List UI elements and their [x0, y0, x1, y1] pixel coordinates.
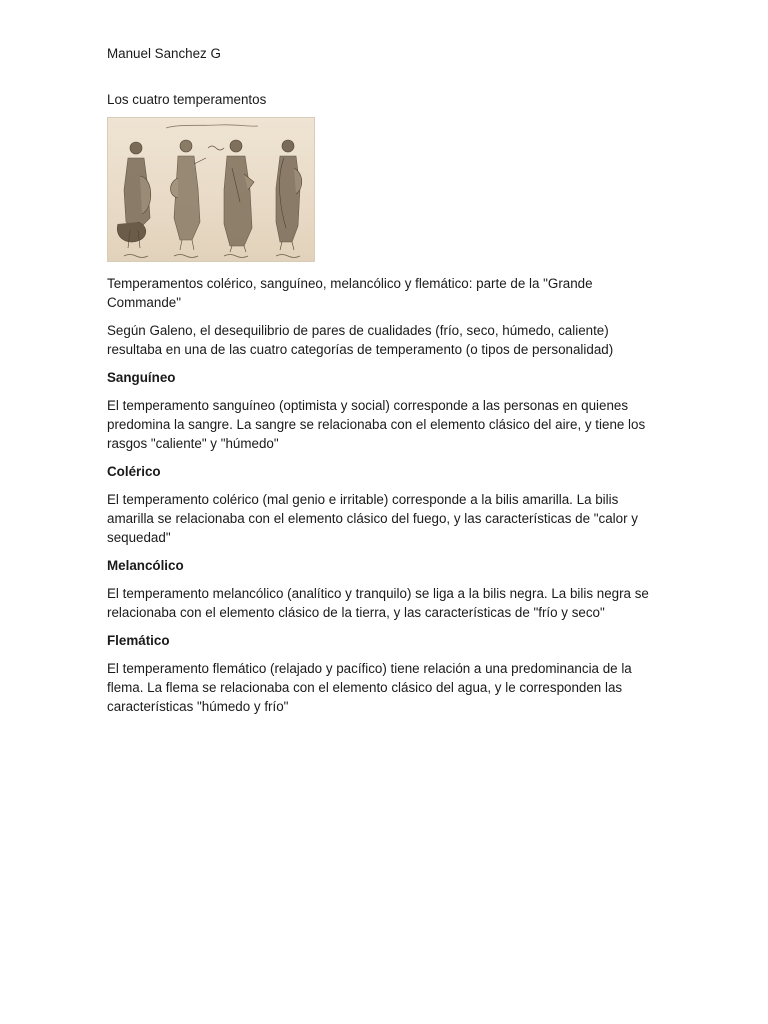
section-heading-flematico: Flemático [107, 633, 170, 648]
section-text-flematico: El temperamento flemático (relajado y pacífico) tiene relación a una predominancia de la flema. La flema se relacionaba con el elemento clásico del agua, y le corresponden las características "húmedo y frío" [107, 661, 632, 714]
image-caption: Temperamentos colérico, sanguíneo, melancólico y flemático: parte de la "Grande Commande" [107, 276, 593, 310]
section-text-sanguineo: El temperamento sanguíneo (optimista y social) corresponde a las personas en quienes predomina la sangre. La sangre se relacionaba con el elemento clásico del aire, y tiene los rasgos "caliente" y "húmedo" [107, 398, 646, 451]
section-text-melancolico: El temperamento melancólico (analítico y tranquilo) se liga a la bilis negra. La bilis negra se relacionaba con el elemento clásico de la tierra, y las características de "frío y seco" [107, 586, 649, 620]
section-text-colerico: El temperamento colérico (mal genio e irritable) corresponde a la bilis amarilla. La bilis amarilla se relacionaba con el elemento clásico del fuego, y las características de "calor y sequedad" [107, 492, 638, 545]
document-title: Los cuatro temperamentos [107, 92, 267, 107]
section-heading-sanguineo: Sanguíneo [107, 370, 176, 385]
document-page [107, 44, 667, 725]
temperaments-engraving-image [107, 117, 315, 262]
author-name: Manuel Sanchez G [107, 46, 221, 61]
intro-paragraph: Según Galeno, el desequilibrio de pares de cualidades (frío, seco, húmedo, caliente) resultaba en una de las cuatro categorías de temperamento (o tipos de personalidad) [107, 323, 614, 357]
section-heading-colerico: Colérico [107, 464, 161, 479]
section-heading-melancolico: Melancólico [107, 558, 184, 573]
engraving-four-figures-icon [108, 118, 314, 261]
